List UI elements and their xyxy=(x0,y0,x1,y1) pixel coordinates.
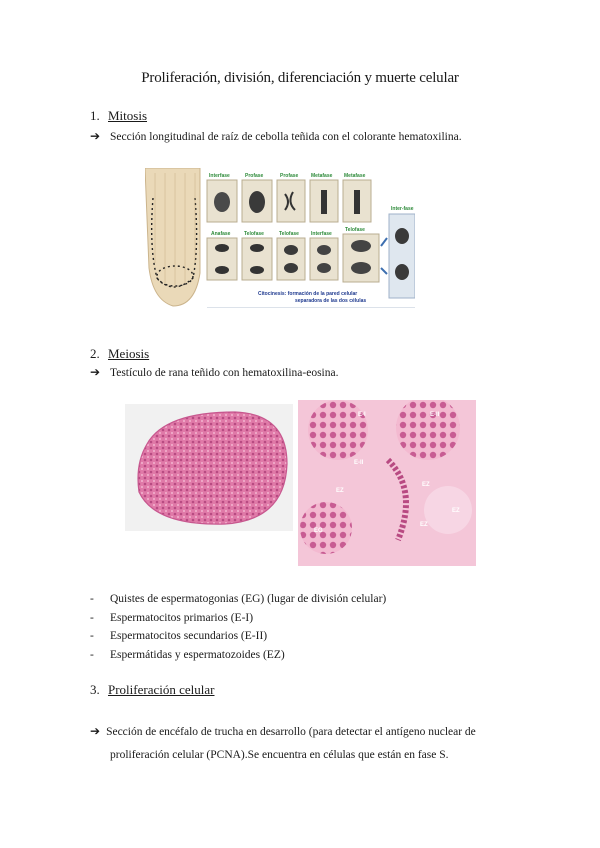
section-label: Mitosis xyxy=(108,108,148,123)
mitosis-description: Sección longitudinal de raíz de cebolla teñida con el colorante hematoxilina. xyxy=(110,131,462,143)
figure-caption: Citocinesis: formación de la pared celular xyxy=(258,291,358,297)
phase-label: Inter-fase xyxy=(391,206,414,212)
arrow-bullet-icon: ➔ xyxy=(90,724,101,738)
phase-label: Telofase xyxy=(345,227,365,233)
arrow-bullet-icon: ➔ xyxy=(90,365,101,379)
proliferacion-paragraph xyxy=(90,720,490,767)
onion-root-mitosis-figure xyxy=(145,168,415,308)
figure-caption: separadora de las dos células xyxy=(295,298,367,304)
proliferacion-line1: Sección de encéfalo de trucha en desarrollo (para detectar el antígeno nuclear de xyxy=(106,726,476,738)
mitosis-bullet xyxy=(90,126,462,147)
list-item: - Espermatocitos primarios (E-I) xyxy=(90,611,254,624)
tissue-label: EG xyxy=(314,528,323,534)
section-heading-proliferacion xyxy=(90,682,214,698)
section-label: Meiosis xyxy=(108,346,150,361)
tissue-label: EZ xyxy=(420,522,428,528)
phase-label: Telofase xyxy=(244,231,264,237)
tissue-label: E-I xyxy=(358,412,366,418)
phase-label: Anafase xyxy=(211,231,231,237)
tissue-label: E-II xyxy=(354,460,364,466)
section-number: 3. xyxy=(90,682,100,697)
proliferacion-line2: proliferación celular (PCNA).Se encuentra en células que están en fase S. xyxy=(110,749,449,761)
tissue-label: EZ xyxy=(452,508,460,514)
list-item: - Espermatocitos secundarios (E-II) xyxy=(90,630,268,642)
section-heading-mitosis xyxy=(90,108,147,124)
arrow-bullet-icon: ➔ xyxy=(90,129,101,143)
section-number: 1. xyxy=(90,108,100,123)
section-heading-meiosis xyxy=(90,346,149,362)
tissue-label: EZ xyxy=(336,488,344,494)
list-item: - Espermátidas y espermatozoides (EZ) xyxy=(90,648,285,661)
meiosis-bullet xyxy=(90,362,338,383)
phase-label: Profase xyxy=(245,173,264,179)
meiosis-description: Testículo de rana teñido con hematoxilina-eosina. xyxy=(110,367,339,379)
phase-label: Profase xyxy=(280,173,299,179)
tissue-label: EZ xyxy=(422,482,430,488)
section-label: Proliferación celular xyxy=(108,682,215,697)
phase-label: Interfase xyxy=(209,173,230,179)
section-number: 2. xyxy=(90,346,100,361)
phase-label: Telofase xyxy=(279,231,299,237)
frog-testis-magnified-image xyxy=(298,400,476,566)
list-item: - Quistes de espermatogonias (EG) (lugar de división celular) xyxy=(90,593,387,605)
phase-label: Metafase xyxy=(344,173,366,179)
meiosis-cell-list xyxy=(90,590,386,664)
phase-label: Interfase xyxy=(311,231,332,237)
frog-testis-section-image xyxy=(125,404,293,531)
tissue-label: E-II xyxy=(430,412,440,418)
page-title: Proliferación, división, diferenciación y muerte celular xyxy=(141,70,459,86)
phase-label: Metafase xyxy=(311,173,333,179)
